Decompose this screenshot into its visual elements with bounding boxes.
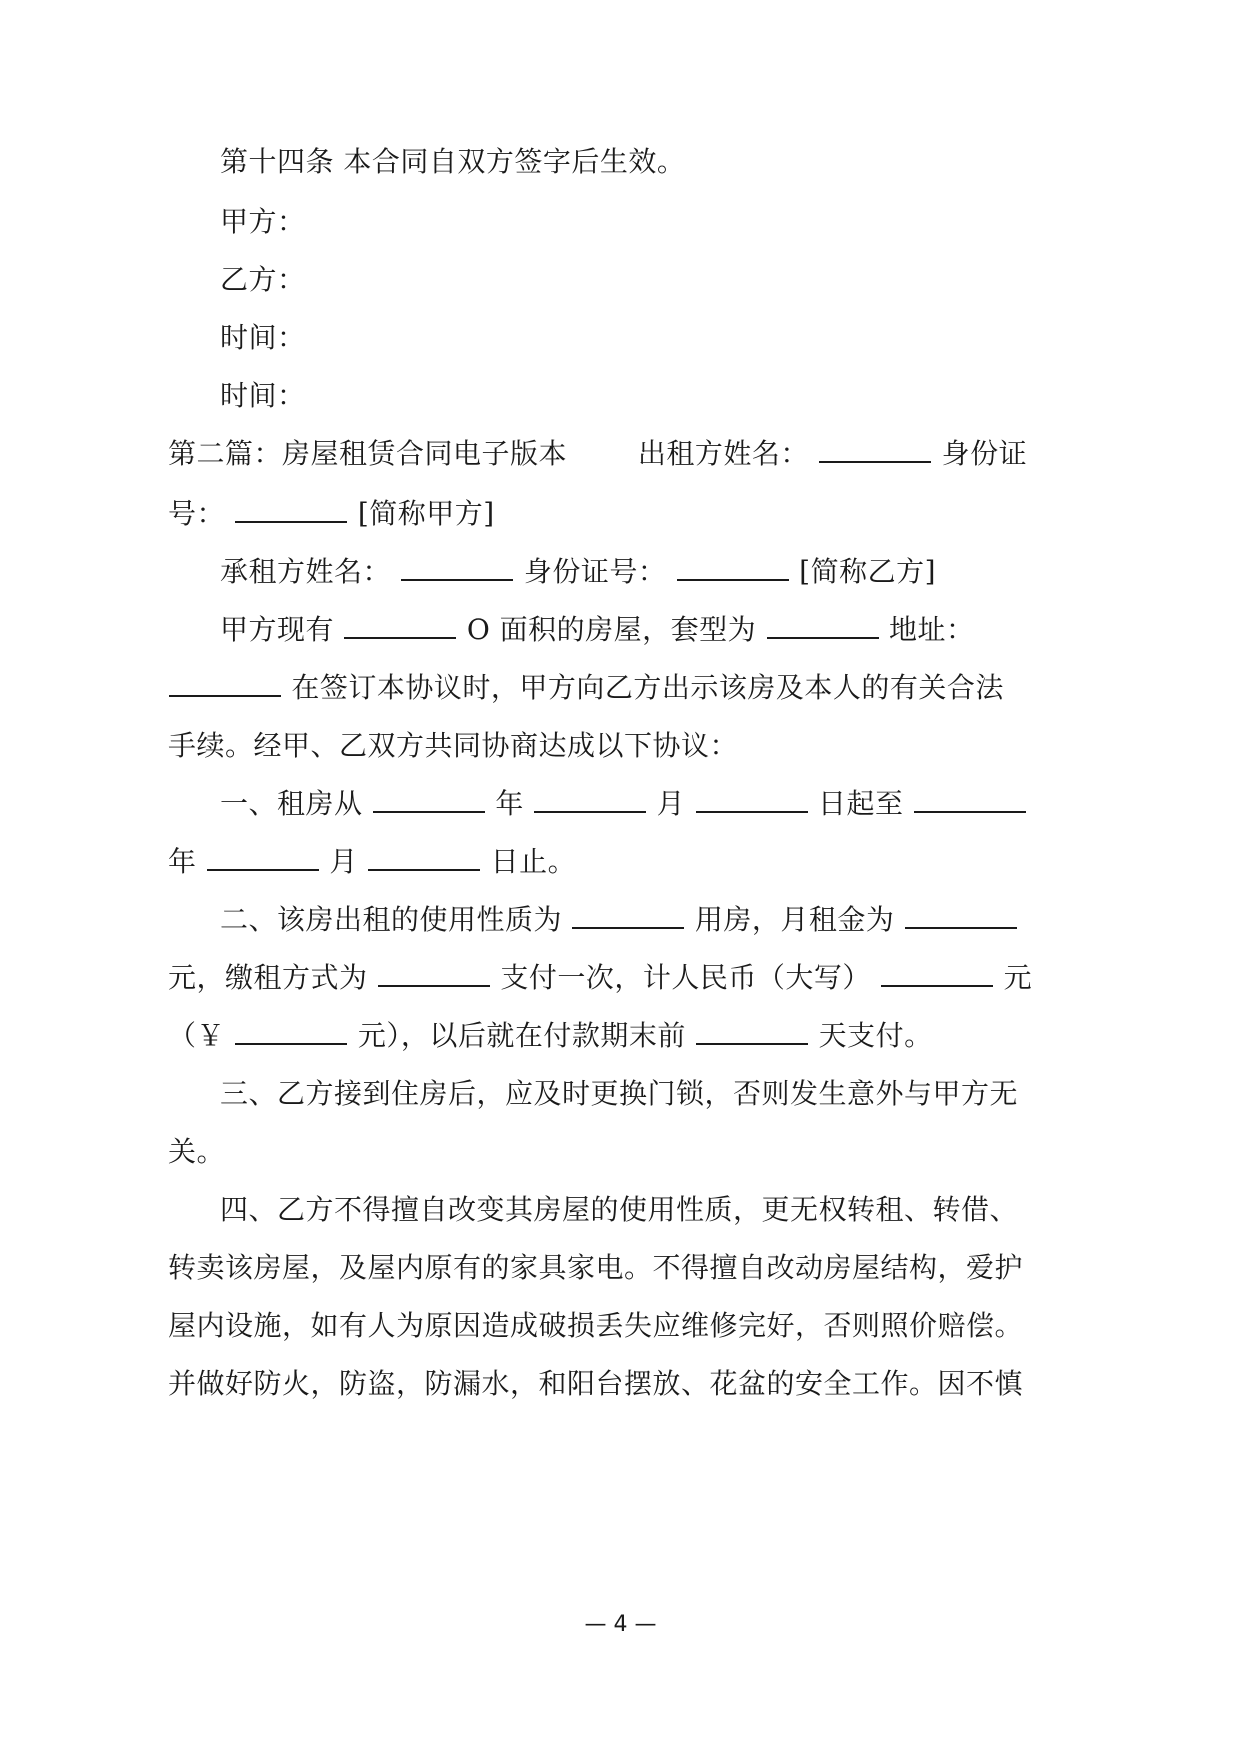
clause4-text-1: 四、乙方不得擅自改变其房屋的使用性质，更无权转租、转借、 — [220, 1193, 1019, 1226]
term-day-from-label: 日起至 — [817, 787, 904, 820]
usage-blank — [572, 901, 684, 929]
term-line-1 — [220, 784, 1027, 824]
rent-text-5: 元 — [1003, 961, 1033, 994]
party-a-text: 甲方： — [220, 205, 306, 238]
clause3-line-2 — [168, 1132, 225, 1172]
rent-line-1 — [220, 900, 1018, 940]
area-blank — [344, 611, 456, 639]
lessee-id-blank — [677, 553, 789, 581]
start-month-blank — [534, 785, 646, 813]
article-14-text: 第十四条 本合同自双方签字后生效。 — [220, 145, 686, 178]
clause4-line-4 — [168, 1364, 1023, 1404]
premises-line-1 — [220, 610, 975, 650]
article-14 — [220, 142, 685, 182]
clause4-text-2: 转卖该房屋，及屋内原有的家具家电。不得擅自改动房屋结构，爱护 — [168, 1251, 1024, 1284]
layout-blank — [767, 611, 879, 639]
rent-text-4: 支付一次，计人民币（大写） — [500, 961, 871, 994]
time-label-1 — [220, 318, 306, 358]
term-month-label: 月 — [656, 787, 686, 820]
start-day-blank — [696, 785, 808, 813]
lessor-name-blank — [819, 435, 931, 463]
part2-line-1 — [168, 434, 1027, 474]
premises-text-1: 甲方现有 — [220, 613, 335, 646]
clause4-text-4: 并做好防火，防盗，防漏水，和阳台摆放、花盆的安全工作。因不慎 — [168, 1367, 1024, 1400]
lessee-name-blank — [401, 553, 513, 581]
abbr-party-b: [简称乙方] — [799, 555, 937, 588]
term-line-2 — [168, 842, 576, 882]
party-b-label — [220, 260, 306, 300]
lessor-id-blank — [235, 495, 347, 523]
lessee-name-label: 承租方姓名： — [220, 555, 392, 588]
id-number-label-3: 身份证号： — [523, 555, 667, 588]
monthly-rent-blank — [905, 901, 1017, 929]
premises-text-2: O 面积的房屋，套型为 — [466, 613, 757, 646]
rent-text-6: （￥ — [168, 1019, 226, 1052]
term-year-label: 年 — [495, 787, 524, 820]
clause4-line-2 — [168, 1248, 1023, 1288]
rent-text-8: 天支付。 — [818, 1019, 933, 1052]
rent-line-3 — [168, 1016, 933, 1056]
address-blank — [169, 669, 281, 697]
rent-line-2 — [168, 958, 1032, 998]
premises-text-4: 在签订本协议时，甲方向乙方出示该房及本人的有关合法 — [291, 671, 1004, 704]
clause3-text-1: 三、乙方接到住房后，应及时更换门锁，否则发生意外与甲方无 — [220, 1077, 1019, 1110]
clause3-text-2: 关。 — [168, 1135, 226, 1168]
rent-text-3: 元，缴租方式为 — [168, 961, 368, 994]
term-day-end-label: 日止。 — [490, 845, 577, 878]
term-month-label-2: 月 — [329, 845, 358, 878]
amount-words-blank — [881, 959, 993, 987]
term-year-label-2: 年 — [168, 845, 197, 878]
party-a-label — [220, 202, 306, 242]
end-month-blank — [207, 843, 319, 871]
time-text-2: 时间： — [220, 379, 306, 412]
end-day-blank — [368, 843, 480, 871]
premises-line-2 — [168, 668, 1004, 708]
time-text-1: 时间： — [220, 321, 306, 354]
party-b-text: 乙方： — [220, 263, 306, 296]
part2-title: 第二篇：房屋租赁合同电子版本 — [168, 437, 568, 470]
end-year-blank — [914, 785, 1026, 813]
payment-method-blank — [378, 959, 490, 987]
clause4-line-1 — [220, 1190, 1018, 1230]
clause4-text-3: 屋内设施，如有人为原因造成破损丢失应维修完好，否则照价赔偿。 — [168, 1309, 1024, 1342]
id-number-label-1: 身份证 — [941, 437, 1028, 470]
id-number-label-2: 号： — [168, 497, 226, 530]
days-blank — [696, 1017, 808, 1045]
clause3-line-1 — [220, 1074, 1018, 1114]
rent-text-7: 元），以后就在付款期末前 — [357, 1019, 686, 1052]
time-label-2 — [220, 376, 306, 416]
amount-number-blank — [235, 1017, 347, 1045]
term-text-1: 一、租房从 — [220, 787, 363, 820]
part2-line-2 — [168, 494, 495, 534]
start-year-blank — [373, 785, 485, 813]
abbr-party-a: [简称甲方] — [357, 497, 495, 530]
premises-line-3 — [168, 726, 738, 766]
lessee-line — [220, 552, 936, 592]
lessor-name-label: 出租方姓名： — [637, 437, 809, 470]
rent-text-1: 二、该房出租的使用性质为 — [220, 903, 563, 936]
page-number: — 4 — — [584, 1612, 657, 1637]
clause4-line-3 — [168, 1306, 1023, 1346]
rent-text-2: 用房，月租金为 — [694, 903, 895, 936]
premises-text-3: 地址： — [889, 613, 975, 646]
premises-text-5: 手续。经甲、乙双方共同协商达成以下协议： — [168, 729, 739, 762]
